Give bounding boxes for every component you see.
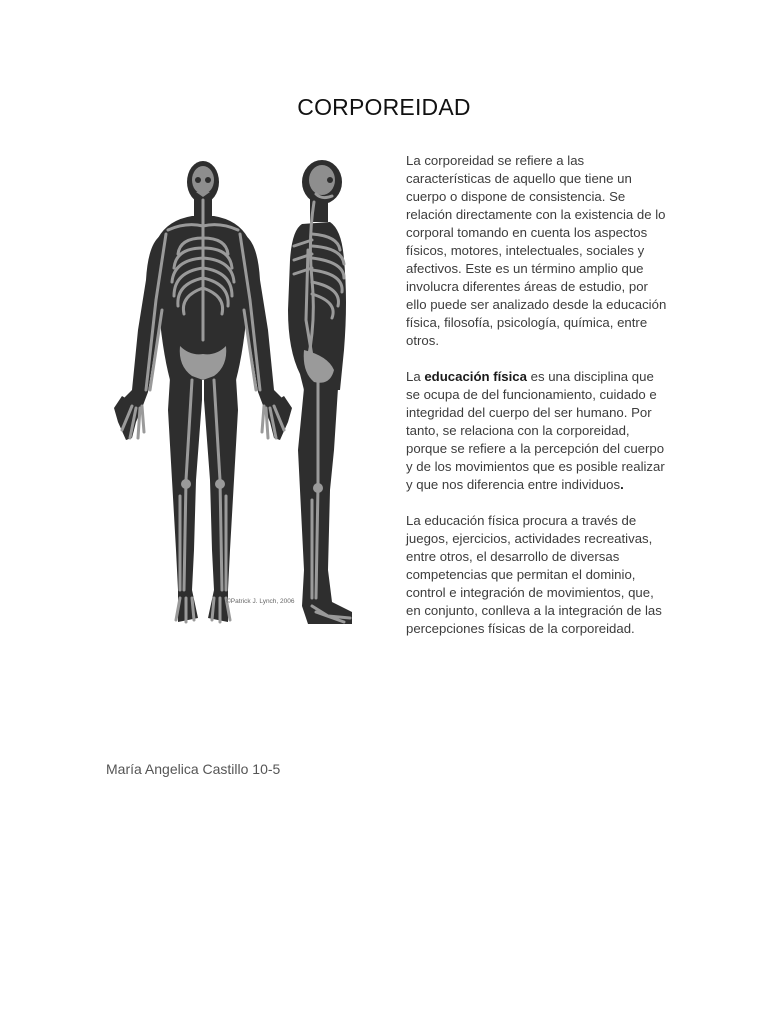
paragraph-physical-education — [406, 368, 668, 494]
paragraph-competencies: La educación física procura a través de juegos, ejercicios, actividades recreativas, entre otros, el desarrollo de diversas competencias que permitan el dominio, control e integración de movimientos, que, en conjunto, conlleva a la integración de las percepciones físicas de la corporeidad. — [406, 513, 662, 636]
paragraph-2-end: . — [620, 477, 624, 492]
front-view-figure — [114, 161, 292, 622]
skeleton-anatomy-image — [108, 150, 370, 640]
paragraph-2-body: es una disciplina que se ocupa de del funcionamiento, cuidado e integridad del cuerpo del ser humano. Por tanto, se relaciona con la corporeidad, porque se refiere a la percepción del cuerpo y de los movimientos que es posible realizar y que nos diferencia entre individuos — [406, 369, 665, 492]
side-view-figure — [288, 160, 352, 624]
image-credit: ©Patrick J. Lynch, 2006 — [226, 598, 295, 605]
author-name: María Angelica Castillo 10-5 — [106, 761, 281, 777]
text-column — [406, 152, 668, 656]
bold-term-educacion-fisica: educación física — [424, 369, 527, 384]
skeleton-illustration — [108, 150, 370, 640]
page-title: CORPOREIDAD — [297, 94, 471, 120]
paragraph-2-lead: La — [406, 369, 425, 384]
paragraph-definition: La corporeidad se refiere a las características de aquello que tiene un cuerpo o dispone de consistencia. Se relación directamente con la existencia de lo corporal tomando en cuenta los aspectos físicos, motores, intelectuales, sociales y afectivos. Este es un término amplio que involucra diferentes áreas de estudio, por ello puede ser analizado desde la educación física, filosofía, psicología, química, entre otros. — [406, 153, 667, 348]
